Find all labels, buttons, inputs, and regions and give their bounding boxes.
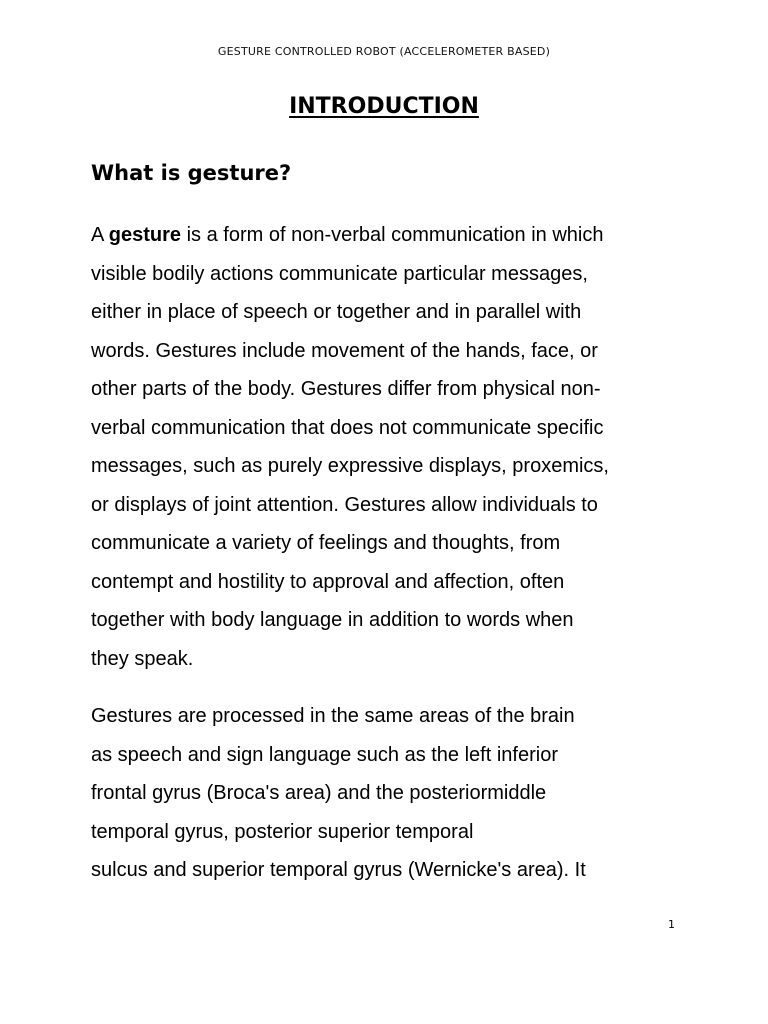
lead-rest: is a form of non-verbal communication in which — [181, 224, 604, 246]
paragraph-line: Gestures are processed in the same areas of the brain — [91, 705, 575, 727]
paragraph-line: as speech and sign language such as the left inferior — [91, 743, 558, 766]
paragraph-line: they speak. — [91, 647, 194, 670]
lead-prefix: A — [91, 224, 109, 246]
paragraph-line: or displays of joint attention. Gestures allow individuals to — [91, 493, 598, 516]
paragraph-line: contempt and hostility to approval and affection, often — [91, 570, 565, 593]
paragraph-line: visible bodily actions communicate particular messages, — [91, 262, 588, 285]
bold-term: gesture — [108, 224, 182, 246]
running-header: GESTURE CONTROLLED ROBOT (ACCELEROMETER BASED) — [217, 45, 551, 58]
paragraph-line: together with body language in addition to words when — [91, 609, 574, 631]
chapter-title — [0, 94, 768, 119]
paragraph-line — [91, 216, 691, 255]
paragraph-line: verbal communication that does not communicate specific — [91, 416, 604, 439]
paragraph-line: frontal gyrus (Broca's area) and the posteriormiddle — [91, 782, 547, 804]
paragraph-line: either in place of speech or together and in parallel with — [91, 301, 582, 323]
paragraph-brain-areas — [91, 697, 691, 890]
paragraph-line: communicate a variety of feelings and thoughts, from — [91, 532, 561, 554]
paragraph-line: words. Gestures include movement of the hands, face, or — [91, 339, 598, 362]
paragraph-definition — [91, 216, 691, 678]
section-heading: What is gesture? — [91, 161, 292, 185]
paragraph-line: other parts of the body. Gestures differ from physical non- — [91, 378, 601, 400]
chapter-title-text: INTRODUCTION — [289, 94, 479, 119]
paragraph-line: sulcus and superior temporal gyrus (Wernicke's area). It — [91, 859, 586, 881]
paragraph-line: temporal gyrus, posterior superior temporal — [91, 820, 474, 843]
paragraph-line: messages, such as purely expressive displays, proxemics, — [91, 455, 609, 477]
page-number: 1 — [668, 918, 675, 931]
